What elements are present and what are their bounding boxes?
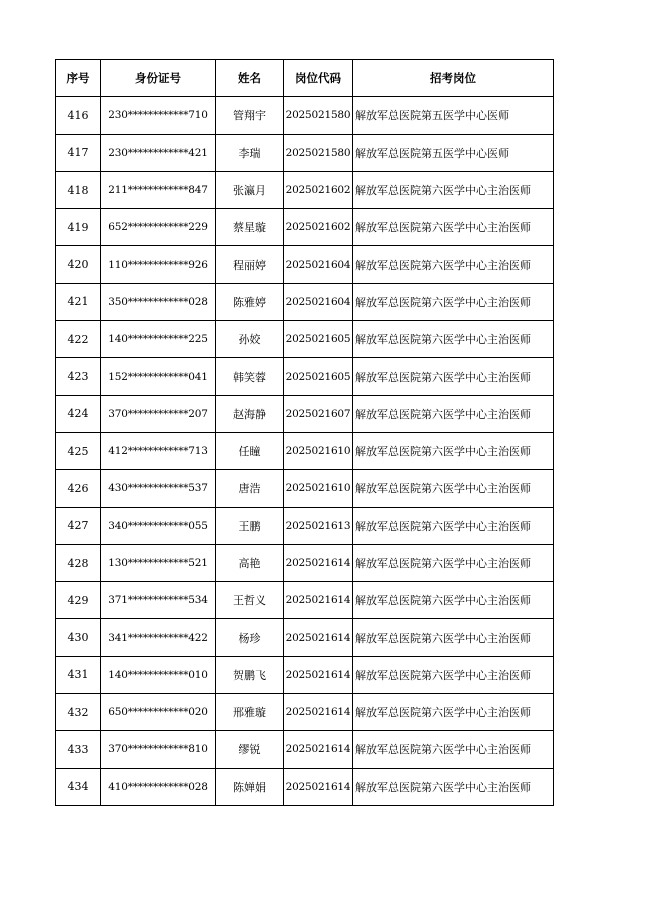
cell-id-number: 140************010 — [101, 656, 216, 693]
cell-name: 陈雅婷 — [216, 283, 284, 320]
header-name: 姓名 — [216, 60, 284, 97]
cell-post-code: 2025021614 — [284, 694, 353, 731]
cell-post-code: 2025021602 — [284, 171, 353, 208]
cell-name: 缪锐 — [216, 731, 284, 768]
cell-post-code: 2025021605 — [284, 321, 353, 358]
cell-position: 解放军总医院第六医学中心主治医师 — [353, 171, 554, 208]
cell-id-number: 341************422 — [101, 619, 216, 656]
table-row — [56, 731, 554, 768]
table-row — [56, 656, 554, 693]
cell-post-code: 2025021614 — [284, 619, 353, 656]
cell-position: 解放军总医院第六医学中心主治医师 — [353, 283, 554, 320]
cell-seq: 422 — [56, 321, 101, 358]
table-row — [56, 134, 554, 171]
cell-seq: 426 — [56, 470, 101, 507]
candidate-table — [55, 59, 554, 806]
cell-seq: 428 — [56, 544, 101, 581]
table-row — [56, 283, 554, 320]
cell-post-code: 2025021614 — [284, 656, 353, 693]
cell-post-code: 2025021604 — [284, 246, 353, 283]
header-position: 招考岗位 — [353, 60, 554, 97]
cell-seq: 429 — [56, 582, 101, 619]
cell-id-number: 370************810 — [101, 731, 216, 768]
cell-id-number: 211************847 — [101, 171, 216, 208]
cell-seq: 430 — [56, 619, 101, 656]
cell-position: 解放军总医院第六医学中心主治医师 — [353, 544, 554, 581]
table-header — [56, 60, 554, 97]
cell-post-code: 2025021604 — [284, 283, 353, 320]
cell-id-number: 110************926 — [101, 246, 216, 283]
cell-seq: 417 — [56, 134, 101, 171]
cell-position: 解放军总医院第五医学中心医师 — [353, 134, 554, 171]
cell-seq: 421 — [56, 283, 101, 320]
cell-id-number: 340************055 — [101, 507, 216, 544]
cell-id-number: 140************225 — [101, 321, 216, 358]
table-row — [56, 768, 554, 805]
table-row — [56, 544, 554, 581]
cell-id-number: 130************521 — [101, 544, 216, 581]
cell-post-code: 2025021614 — [284, 582, 353, 619]
cell-id-number: 350************028 — [101, 283, 216, 320]
cell-id-number: 230************710 — [101, 97, 216, 134]
cell-position: 解放军总医院第五医学中心医师 — [353, 97, 554, 134]
cell-position: 解放军总医院第六医学中心主治医师 — [353, 656, 554, 693]
cell-name: 管翔宇 — [216, 97, 284, 134]
cell-seq: 434 — [56, 768, 101, 805]
cell-post-code: 2025021610 — [284, 432, 353, 469]
header-post-code: 岗位代码 — [284, 60, 353, 97]
cell-seq: 424 — [56, 395, 101, 432]
cell-position: 解放军总医院第六医学中心主治医师 — [353, 619, 554, 656]
cell-position: 解放军总医院第六医学中心主治医师 — [353, 432, 554, 469]
cell-name: 王哲义 — [216, 582, 284, 619]
cell-name: 韩笑蓉 — [216, 358, 284, 395]
cell-position: 解放军总医院第六医学中心主治医师 — [353, 507, 554, 544]
header-id-number: 身份证号 — [101, 60, 216, 97]
table-row — [56, 97, 554, 134]
cell-name: 李瑞 — [216, 134, 284, 171]
cell-position: 解放军总医院第六医学中心主治医师 — [353, 470, 554, 507]
cell-post-code: 2025021602 — [284, 209, 353, 246]
table-row — [56, 395, 554, 432]
cell-id-number: 371************534 — [101, 582, 216, 619]
cell-name: 王鹏 — [216, 507, 284, 544]
cell-id-number: 370************207 — [101, 395, 216, 432]
cell-seq: 419 — [56, 209, 101, 246]
cell-position: 解放军总医院第六医学中心主治医师 — [353, 321, 554, 358]
table-row — [56, 619, 554, 656]
table-row — [56, 507, 554, 544]
cell-post-code: 2025021605 — [284, 358, 353, 395]
cell-id-number: 230************421 — [101, 134, 216, 171]
header-seq: 序号 — [56, 60, 101, 97]
cell-id-number: 410************028 — [101, 768, 216, 805]
cell-id-number: 650************020 — [101, 694, 216, 731]
cell-name: 邢雅璇 — [216, 694, 284, 731]
table-row — [56, 694, 554, 731]
cell-position: 解放军总医院第六医学中心主治医师 — [353, 694, 554, 731]
cell-seq: 431 — [56, 656, 101, 693]
cell-seq: 418 — [56, 171, 101, 208]
cell-position: 解放军总医院第六医学中心主治医师 — [353, 731, 554, 768]
cell-name: 唐浩 — [216, 470, 284, 507]
cell-name: 任瞳 — [216, 432, 284, 469]
table-row — [56, 358, 554, 395]
table-row — [56, 582, 554, 619]
header-row — [56, 60, 554, 97]
cell-seq: 420 — [56, 246, 101, 283]
cell-seq: 425 — [56, 432, 101, 469]
cell-name: 程丽婷 — [216, 246, 284, 283]
cell-post-code: 2025021614 — [284, 544, 353, 581]
cell-id-number: 412************713 — [101, 432, 216, 469]
table-row — [56, 246, 554, 283]
cell-name: 贺鹏飞 — [216, 656, 284, 693]
cell-post-code: 2025021610 — [284, 470, 353, 507]
cell-name: 赵海静 — [216, 395, 284, 432]
table-row — [56, 171, 554, 208]
table-row — [56, 470, 554, 507]
cell-seq: 416 — [56, 97, 101, 134]
cell-position: 解放军总医院第六医学中心主治医师 — [353, 246, 554, 283]
cell-post-code: 2025021613 — [284, 507, 353, 544]
cell-seq: 423 — [56, 358, 101, 395]
table-row — [56, 432, 554, 469]
cell-name: 张瀛月 — [216, 171, 284, 208]
cell-name: 高艳 — [216, 544, 284, 581]
cell-post-code: 2025021580 — [284, 134, 353, 171]
cell-position: 解放军总医院第六医学中心主治医师 — [353, 582, 554, 619]
table-row — [56, 321, 554, 358]
cell-id-number: 652************229 — [101, 209, 216, 246]
cell-post-code: 2025021580 — [284, 97, 353, 134]
cell-post-code: 2025021614 — [284, 768, 353, 805]
cell-name: 陈婵娟 — [216, 768, 284, 805]
cell-seq: 432 — [56, 694, 101, 731]
cell-name: 孙姣 — [216, 321, 284, 358]
cell-seq: 427 — [56, 507, 101, 544]
cell-position: 解放军总医院第六医学中心主治医师 — [353, 395, 554, 432]
cell-position: 解放军总医院第六医学中心主治医师 — [353, 768, 554, 805]
cell-id-number: 152************041 — [101, 358, 216, 395]
table-row — [56, 209, 554, 246]
cell-name: 蔡星璇 — [216, 209, 284, 246]
cell-seq: 433 — [56, 731, 101, 768]
cell-post-code: 2025021614 — [284, 731, 353, 768]
cell-position: 解放军总医院第六医学中心主治医师 — [353, 209, 554, 246]
cell-id-number: 430************537 — [101, 470, 216, 507]
cell-post-code: 2025021607 — [284, 395, 353, 432]
cell-position: 解放军总医院第六医学中心主治医师 — [353, 358, 554, 395]
cell-name: 杨珍 — [216, 619, 284, 656]
table-body — [56, 97, 554, 806]
